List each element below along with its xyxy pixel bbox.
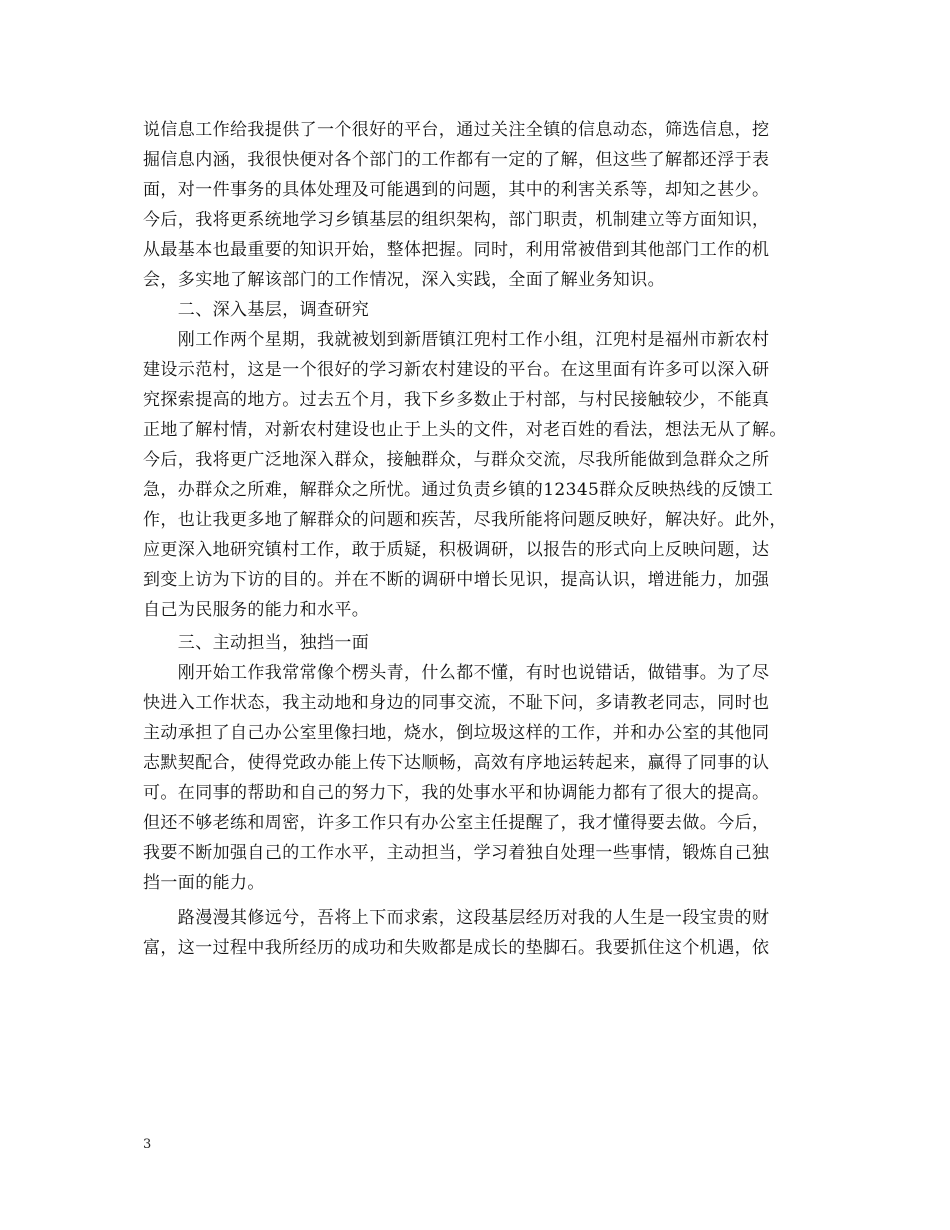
text-line: 但还不够老练和周密，许多工作只有办公室主任提醒了，我才懂得要去做。今后， (143, 813, 770, 833)
text-line: 今后，我将更广泛地深入群众，接触群众，与群众交流，尽我所能做到急群众之所 (143, 450, 770, 470)
text-line: 说信息工作给我提供了一个很好的平台，通过关注全镇的信息动态，筛选信息，挖 (143, 120, 770, 140)
text-line: 主动承担了自己办公室里像扫地，烧水，倒垃圾这样的工作，并和办公室的其他同 (143, 723, 770, 743)
document-body (143, 115, 833, 963)
text-line: 可。在同事的帮助和自己的努力下，我的处事水平和协调能力都有了很大的提高。 (143, 783, 770, 803)
text-line: 建设示范村，这是一个很好的学习新农村建设的平台。在这里面有许多可以深入研 (143, 360, 770, 380)
text-line: 到变上访为下访的目的。并在不断的调研中增长见识，提高认识，增进能力，加强 (143, 570, 770, 590)
text-line: 自己为民服务的能力和水平。 (143, 600, 370, 620)
text-line: 挡一面的能力。 (143, 873, 265, 893)
text-line: 志默契配合，使得党政办能上传下达顺畅，高效有序地运转起来，赢得了同事的认 (143, 753, 770, 773)
page-number: 3 (143, 1137, 152, 1152)
text-line: 富，这一过程中我所经历的成功和失败都是成长的垫脚石。我要抓住这个机遇，依 (143, 938, 770, 958)
text-line: 急，办群众之所难，解群众之所忧。通过负责乡镇的12345群众反映热线的反馈工 (143, 480, 774, 500)
text-line: 刚开始工作我常常像个楞头青，什么都不懂，有时也说错话，做错事。为了尽 (143, 663, 770, 683)
text-line: 刚工作两个星期，我就被划到新厝镇江兜村工作小组，江兜村是福州市新农村 (143, 330, 770, 350)
text-line: 面，对一件事务的具体处理及可能遇到的问题，其中的利害关系等，却知之甚少。 (143, 180, 770, 200)
text-line: 快进入工作状态，我主动地和身边的同事交流，不耻下问，多请教老同志，同时也 (143, 693, 770, 713)
text-line: 会，多实地了解该部门的工作情况，深入实践，全面了解业务知识。 (143, 270, 665, 290)
section-heading: 三、主动担当，独挡一面 (143, 633, 370, 653)
text-line: 正地了解村情，对新农村建设也止于上头的文件，对老百姓的看法，想法无从了解。 (143, 420, 787, 440)
text-line: 作，也让我更多地了解群众的问题和疾苦，尽我所能将问题反映好，解决好。此外， (143, 510, 787, 530)
text-line: 路漫漫其修远兮，吾将上下而求索，这段基层经历对我的人生是一段宝贵的财 (143, 908, 770, 928)
text-line: 今后，我将更系统地学习乡镇基层的组织架构，部门职责，机制建立等方面知识， (143, 210, 770, 230)
text-line: 究探索提高的地方。过去五个月，我下乡多数止于村部，与村民接触较少，不能真 (143, 390, 770, 410)
text-line: 掘信息内涵，我很快便对各个部门的工作都有一定的了解，但这些了解都还浮于表 (143, 150, 770, 170)
text-line: 从最基本也最重要的知识开始，整体把握。同时，利用常被借到其他部门工作的机 (143, 240, 770, 260)
text-line: 应更深入地研究镇村工作，敢于质疑，积极调研，以报告的形式向上反映问题，达 (143, 540, 770, 560)
section-heading: 二、深入基层，调查研究 (143, 300, 370, 320)
text-line: 我要不断加强自己的工作水平，主动担当，学习着独自处理一些事情，锻炼自己独 (143, 843, 770, 863)
